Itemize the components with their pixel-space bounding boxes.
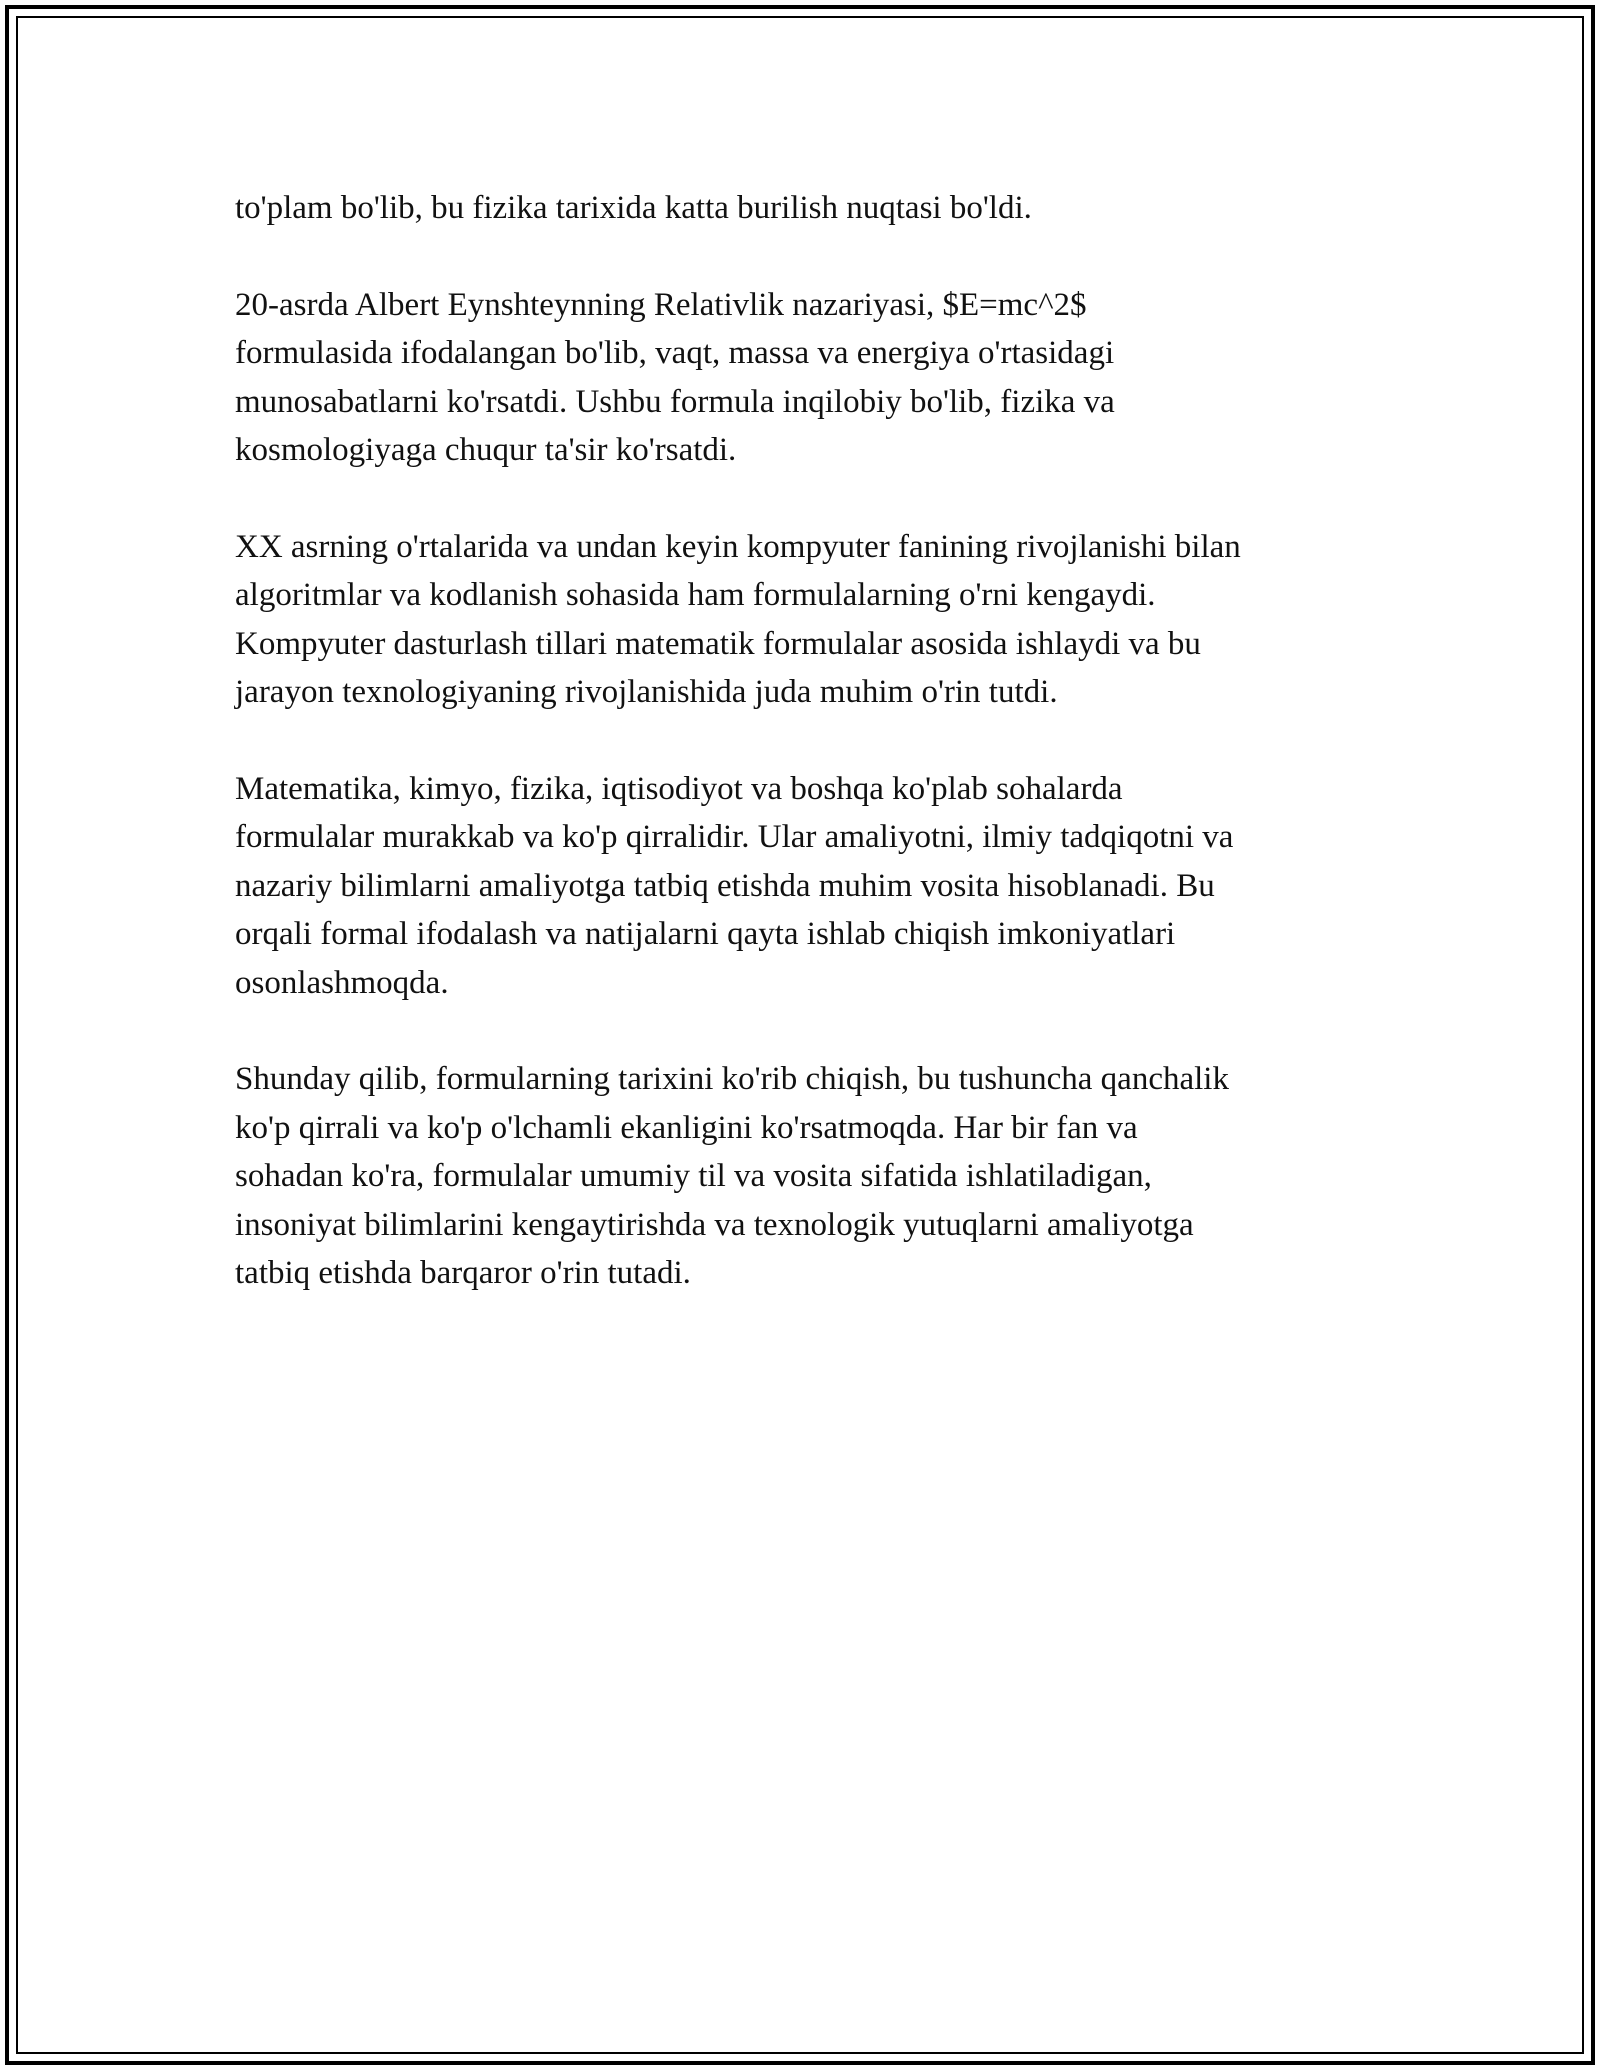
paragraph-4 xyxy=(235,765,1370,1008)
text-line: Kompyuter dasturlash tillari matematik formulalar asosida ishlaydi va bu xyxy=(235,625,1201,662)
paragraph-3 xyxy=(235,523,1370,717)
text-line: XX asrning o'rtalarida va undan keyin kompyuter fanining rivojlanishi bilan xyxy=(235,528,1241,565)
text-line: kosmologiyaga chuqur ta'sir ko'rsatdi. xyxy=(235,432,737,468)
text-line: jarayon texnologiyaning rivojlanishida juda muhim o'rin tutdi. xyxy=(235,674,1058,710)
text-line: orqali formal ifodalash va natijalarni qayta ishlab chiqish imkoniyatlari xyxy=(235,916,1176,952)
paragraph-1 xyxy=(235,184,1370,233)
text-line: Shunday qilib, formularning tarixini ko'rib chiqish, bu tushuncha qanchalik xyxy=(235,1061,1229,1097)
text-line: Matematika, kimyo, fizika, iqtisodiyot va boshqa ko'plab sohalarda xyxy=(235,770,1123,807)
paragraph-2 xyxy=(235,281,1370,475)
text-line: ko'p qirrali va ko'p o'lchamli ekanligini ko'rsatmoqda. Har bir fan va xyxy=(235,1109,1138,1146)
text-line: formulalar murakkab va ko'p qirralidir. Ular amaliyotni, ilmiy tadqiqotni va xyxy=(235,819,1234,855)
text-line: tatbiq etishda barqaror o'rin tutadi. xyxy=(235,1255,691,1291)
text-line: to'plam bo'lib, bu fizika tarixida katta burilish nuqtasi bo'ldi. xyxy=(235,190,1032,226)
text-line: osonlashmoqda. xyxy=(235,964,449,1001)
text-line: munosabatlarni ko'rsatdi. Ushbu formula inqilobiy bo'lib, fizika va xyxy=(235,383,1115,420)
text-line: algoritmlar va kodlanish sohasida ham formulalarning o'rni kengaydi. xyxy=(235,577,1156,613)
text-line: formulasida ifodalangan bo'lib, vaqt, massa va energiya o'rtasidagi xyxy=(235,335,1115,371)
text-line: insoniyat bilimlarini kengaytirishda va texnologik yutuqlarni amaliyotga xyxy=(235,1206,1194,1243)
text-line: nazariy bilimlarni amaliyotga tatbiq etishda muhim vosita hisoblanadi. Bu xyxy=(235,867,1215,904)
text-line: 20-asrda Albert Eynshteynning Relativlik nazariyasi, $E=mc^2$ xyxy=(235,286,1087,323)
paragraph-5 xyxy=(235,1055,1370,1298)
document-body xyxy=(235,184,1370,1346)
text-line: sohadan ko'ra, formulalar umumiy til va vosita sifatida ishlatiladigan, xyxy=(235,1158,1152,1194)
